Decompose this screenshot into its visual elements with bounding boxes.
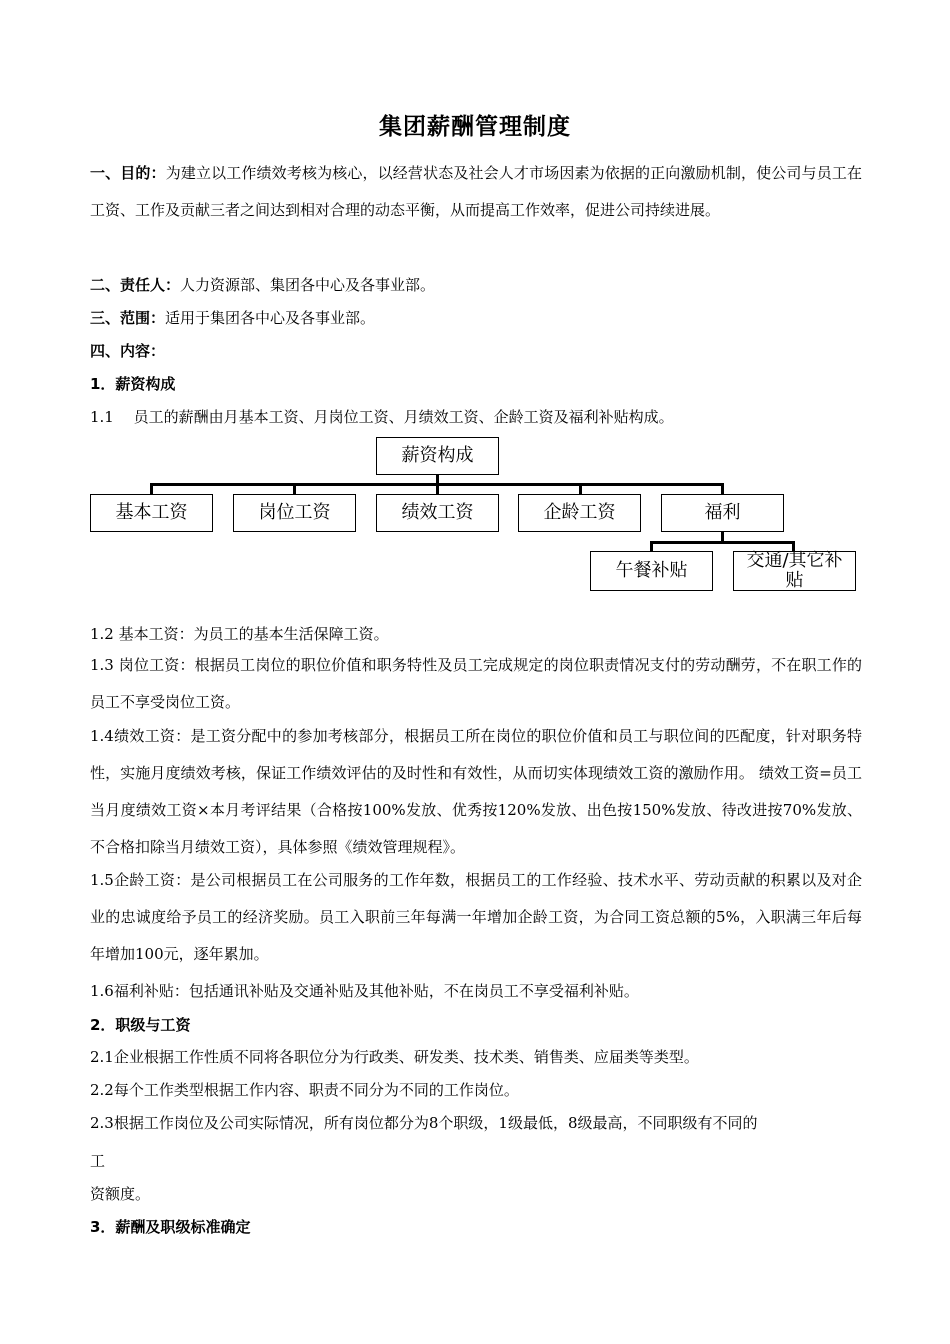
paragraph-2-1: 2.1企业根据工作性质不同将各职位分为行政类、研发类、技术类、销售类、应届类等类型。	[90, 1048, 699, 1066]
section-label: 一、目的：	[90, 164, 166, 182]
paragraph-2-3: 2.3根据工作岗位及公司实际情况，所有岗位都分为8个职级，1级最低，8级最高，不同职级有不同的	[90, 1114, 758, 1132]
heading-salary-grade-standard: 3．薪酬及职级标准确定	[90, 1218, 251, 1236]
paragraph-1-2: 1.2 基本工资：为员工的基本生活保障工资。	[90, 625, 389, 643]
diagram-node-benefits: 福利	[661, 494, 784, 532]
paragraph-1-6: 1.6福利补贴：包括通讯补贴及交通补贴及其他补贴，不在岗员工不享受福利补贴。	[90, 982, 639, 1000]
paragraph-2-2: 2.2每个工作类型根据工作内容、职责不同分为不同的工作岗位。	[90, 1081, 519, 1099]
section-content-heading: 四、内容：	[90, 342, 166, 360]
diagram-node-position-salary: 岗位工资	[233, 494, 356, 532]
section-scope	[90, 307, 870, 328]
paragraph-2-3-end: 资额度。	[90, 1185, 151, 1203]
heading-salary-structure: 1．薪资构成	[90, 375, 176, 393]
diagram-node-basic-salary: 基本工资	[90, 494, 213, 532]
paragraph-1-4: 1.4绩效工资：是工资分配中的参加考核部分，根据员工所在岗位的职位价值和员工与职位间的匹配度，针对职务特性，实施月度绩效考核，保证工作绩效评估的及时性和有效性，从而切实体现绩效工资的激励作用。 绩效工资=员工当月度绩效工资×本月考评结果（合格按100%发放、优秀按120%发放、出色按150%发放、待改进按70%发放、不合格扣除当月绩效工资），具体参照《绩效管理规程》。	[90, 727, 862, 856]
section-responsible	[90, 274, 870, 295]
section-text: 为建立以工作绩效考核为核心，以经营状态及社会人才市场因素为依据的正向激励机制，使公司与员工在工资、工作及贡献三者之间达到相对合理的动态平衡，从而提高工作效率，促进公司持续进展。	[90, 164, 862, 219]
section-text: 人力资源部、集团各中心及各事业部。	[180, 276, 436, 294]
connector-line	[650, 541, 795, 544]
diagram-node-seniority-salary: 企龄工资	[518, 494, 641, 532]
diagram-node-performance-salary: 绩效工资	[376, 494, 499, 532]
heading-grade-salary: 2．职级与工资	[90, 1016, 191, 1034]
section-purpose	[90, 155, 862, 229]
paragraph-1-3: 1.3 岗位工资：根据员工岗位的职位价值和职务特性及员工完成规定的岗位职责情况支付的劳动酬劳，不在职工作的员工不享受岗位工资。	[90, 656, 862, 711]
diagram-root-node: 薪资构成	[376, 437, 499, 475]
paragraph-1-1: 1.1 员工的薪酬由月基本工资、月岗位工资、月绩效工资、企龄工资及福利补贴构成。	[90, 408, 674, 426]
paragraph-1-5: 1.5企龄工资：是公司根据员工在公司服务的工作年数，根据员工的工作经验、技术水平、劳动贡献的积累以及对企业的忠诚度给予员工的经济奖励。员工入职前三年每满一年增加企龄工资，为合同工资总额的5%，入职满三年后每年增加100元，逐年累加。	[90, 871, 862, 963]
paragraph-2-3-continued: 工	[90, 1152, 106, 1170]
diagram-node-lunch-allowance: 午餐补贴	[590, 551, 713, 591]
section-text: 适用于集团各中心及各事业部。	[165, 309, 376, 327]
section-label: 三、范围：	[90, 309, 166, 327]
diagram-node-transport-allowance: 交通/其它补贴	[733, 551, 856, 591]
page-title: 集团薪酬管理制度	[379, 114, 571, 140]
section-label: 二、责任人：	[90, 276, 181, 294]
